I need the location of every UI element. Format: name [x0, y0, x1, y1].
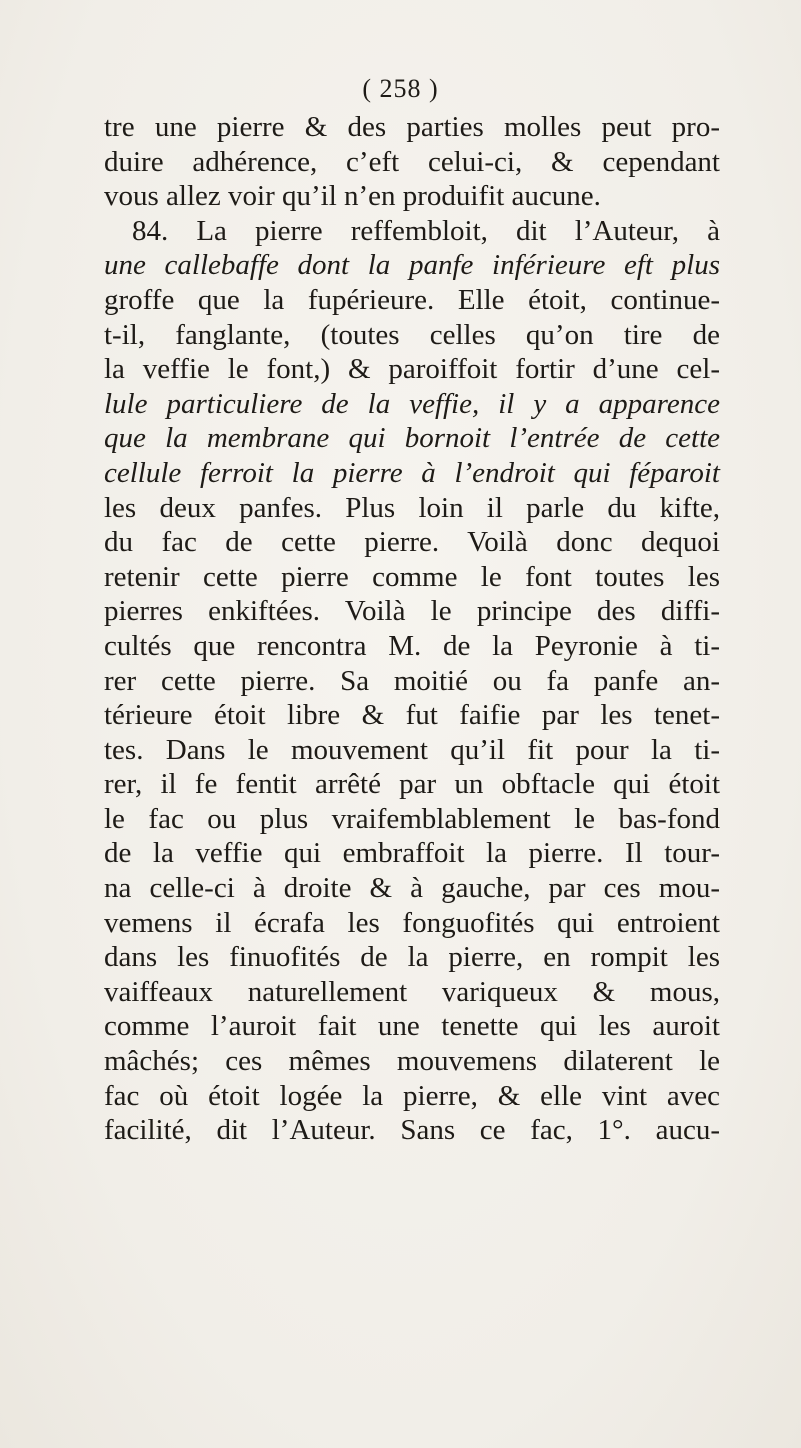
text-line: vaiffeaux naturellement variqueux & mous,	[104, 975, 720, 1008]
text-line: que la membrane qui bornoit l’entrée de cette	[104, 422, 720, 455]
text-line: tre une pierre & des parties molles peut pro-	[104, 111, 720, 143]
text-line: retenir cette pierre comme le font toutes les	[104, 560, 720, 593]
text-line: la veffie le font,) & paroiffoit fortir d’une cel-	[104, 353, 720, 386]
text-line: cultés que rencontra M. de la Peyronie à ti-	[104, 629, 720, 662]
text-line: vous allez voir qu’il n’en produifit aucune.	[104, 180, 601, 213]
text-line: une callebaffe dont la panfe inférieure eft plus	[104, 249, 720, 282]
text-line: du fac de cette pierre. Voilà donc dequoi	[104, 526, 720, 559]
page-number: ( 258 )	[362, 74, 439, 103]
text-line: facilité, dit l’Auteur. Sans ce fac, 1°. aucu-	[104, 1114, 720, 1147]
text-line: duire adhérence, c’eft celui-ci, & cependant	[104, 145, 720, 178]
text-line: cellule ferroit la pierre à l’endroit qui féparoit	[104, 456, 720, 489]
text-line: groffe que la fupérieure. Elle étoit, continue-	[104, 283, 720, 316]
text-line: le fac ou plus vraifemblablement le bas-fond	[104, 802, 720, 835]
text-line: rer cette pierre. Sa moitié ou fa panfe an-	[104, 664, 720, 697]
text-line: vemens il écrafa les fonguofités qui entroient	[104, 906, 720, 939]
text-line: les deux panfes. Plus loin il parle du kifte,	[104, 491, 720, 524]
body-text	[104, 110, 720, 1148]
text-line: fac où étoit logée la pierre, & elle vint avec	[104, 1079, 720, 1112]
text-line: comme l’auroit fait une tenette qui les auroit	[104, 1010, 720, 1043]
text-line: na celle-ci à droite & à gauche, par ces mou-	[104, 872, 720, 905]
text-line: de la veffie qui embraffoit la pierre. Il tour-	[104, 837, 720, 870]
text-line: tes. Dans le mouvement qu’il fit pour la ti-	[104, 733, 720, 766]
text-line: térieure étoit libre & fut faifie par les tenet-	[104, 699, 720, 732]
text-line: pierres enkiftées. Voilà le principe des diffi-	[104, 595, 720, 628]
text-line: lule particuliere de la veffie, il y a apparence	[104, 387, 720, 420]
text-line: 84. La pierre reffembloit, dit l’Auteur, à	[132, 214, 720, 247]
text-line: dans les finuofités de la pierre, en rompit les	[104, 941, 720, 974]
text-line: t-il, fanglante, (toutes celles qu’on tire de	[104, 318, 720, 351]
text-line: mâchés; ces mêmes mouvemens dilaterent le	[104, 1045, 720, 1078]
text-line: rer, il fe fentit arrêté par un obftacle qui étoit	[104, 768, 720, 801]
